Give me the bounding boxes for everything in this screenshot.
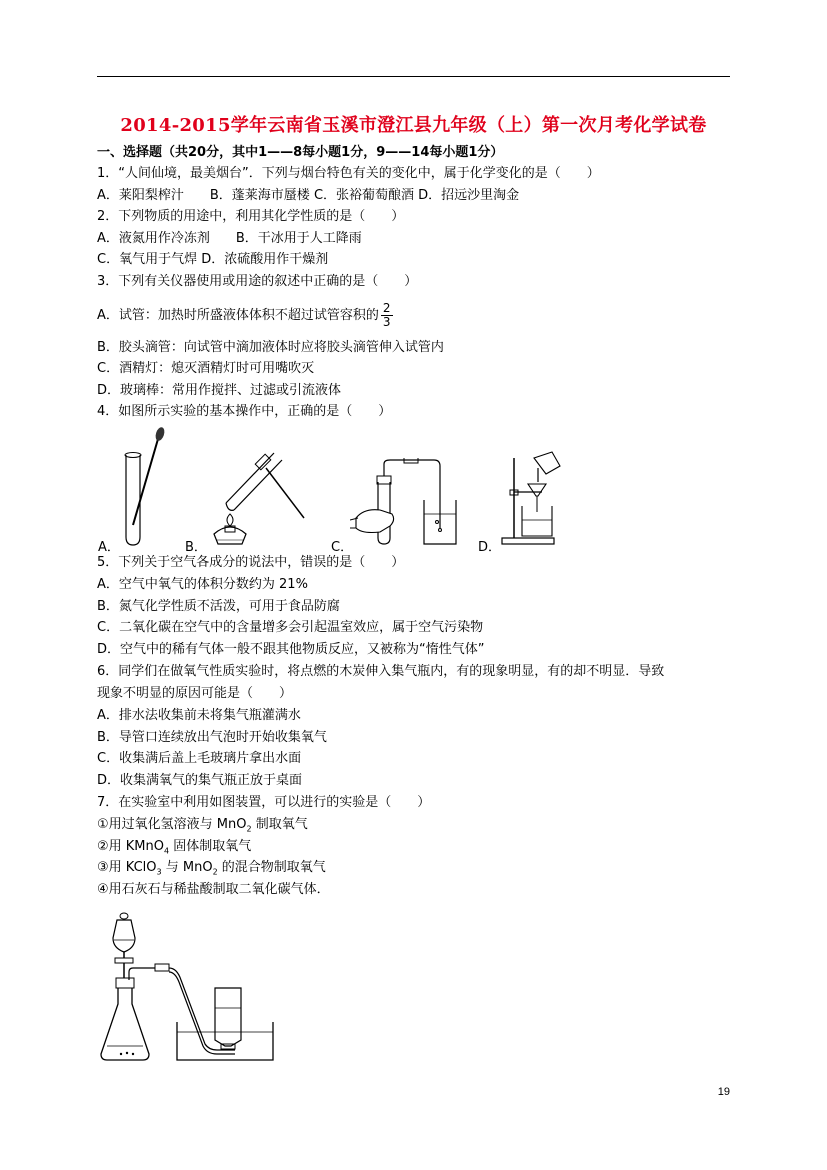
section-heading: 一、选择题（共20分，其中1——8每小题1分，9——14每小题1分） [97, 145, 504, 160]
fraction-denominator: 3 [382, 315, 391, 329]
figure-a-dropper-in-tube [118, 425, 174, 547]
question-6-stem-line1: 6．同学们在做氧气性质实验时，将点燃的木炭伸入集气瓶内，有的现象明显，有的却不明显．导致 [97, 664, 665, 679]
question-6-option-b: B．导管口连续放出气泡时开始收集氧气 [97, 730, 327, 745]
question-5-option-a: A．空气中氧气的体积分数约为 21% [97, 577, 308, 592]
question-3-stem: 3．下列有关仪器使用或用途的叙述中正确的是（ ） [97, 274, 418, 289]
question-4-stem: 4．如图所示实验的基本操作中，正确的是（ ） [97, 404, 392, 419]
question-2-options-ab: A．液氮用作冷冻剂 B．干冰用于人工降雨 [97, 231, 362, 246]
figure-d-label: D． [478, 540, 502, 555]
question-6-option-a: A．排水法收集前未将集气瓶灌满水 [97, 708, 301, 723]
question-5-option-d: D．空气中的稀有气体一般不跟其他物质反应，又被称为“惰性气体” [97, 642, 485, 657]
question-5-stem: 5．下列关于空气各成分的说法中，错误的是（ ） [97, 555, 405, 570]
question-1-options: A．莱阳梨榨汁 B．蓬莱海市蜃楼 C．张裕葡萄酿酒 D．招远沙里淘金 [97, 188, 520, 203]
header-rule [97, 76, 730, 77]
fraction-numerator: 2 [382, 301, 391, 315]
item-1-text-b: 制取氧气 [251, 817, 308, 832]
figure-gas-generation-apparatus [97, 908, 277, 1068]
figure-c-airtightness-check [350, 458, 468, 550]
question-5-option-b: B．氮气化学性质不活泼，可用于食品防腐 [97, 599, 340, 614]
item-2-subscript: 4 [164, 846, 170, 856]
item-2-text-a: ②用 KMnO [97, 839, 164, 854]
question-1-stem: 1．“人间仙境，最美烟台”．下列与烟台特色有关的变化中，属于化学变化的是（ ） [97, 166, 600, 181]
page-title: 2014-2015学年云南省玉溪市澄江县九年级（上）第一次月考化学试卷 [120, 115, 707, 136]
question-7-item-4: ④用石灰石与稀盐酸制取二氧化碳气体． [97, 882, 330, 897]
question-5-option-c: C．二氧化碳在空气中的含量增多会引起温室效应，属于空气污染物 [97, 620, 484, 635]
question-3-option-c: C．酒精灯：熄灭酒精灯时可用嘴吹灭 [97, 361, 315, 376]
question-6-stem-line2: 现象不明显的原因可能是（ ） [97, 686, 293, 701]
item-1-text-a: ①用过氧化氢溶液与 MnO [97, 817, 247, 832]
figure-a-label: A． [98, 540, 120, 555]
question-3-option-a-text: A．试管：加热时所盛液体体积不超过试管容积的 [97, 308, 379, 323]
question-6-option-d: D．收集满氧气的集气瓶正放于桌面 [97, 773, 303, 788]
question-2-options-cd: C．氧气用于气焊 D．浓硫酸用作干燥剂 [97, 252, 329, 267]
figure-b-label: B． [185, 540, 207, 555]
question-7-item-1 [97, 815, 308, 840]
item-3-subscript-2: 2 [212, 867, 218, 877]
question-7-item-3 [97, 858, 326, 883]
item-3-subscript-1: 3 [156, 867, 162, 877]
question-3-option-d: D．玻璃棒：常用作搅拌、过滤或引流液体 [97, 383, 342, 398]
figure-b-heating-tube [196, 448, 308, 548]
page-number: 19 [717, 1086, 730, 1098]
question-2-stem: 2．下列物质的用途中，利用其化学性质的是（ ） [97, 209, 405, 224]
item-3-text-c: 的混合物制取氧气 [217, 860, 326, 875]
item-2-text-b: 固体制取氧气 [169, 839, 252, 854]
question-6-option-c: C．收集满后盖上毛玻璃片拿出水面 [97, 751, 302, 766]
item-3-text-b: 与 MnO [161, 860, 213, 875]
figure-d-filtration [498, 450, 564, 550]
fraction [381, 302, 393, 329]
item-3-text-a: ③用 KClO [97, 860, 157, 875]
question-3-option-a [97, 302, 393, 329]
item-1-subscript: 2 [246, 824, 252, 834]
question-3-option-b: B．胶头滴管：向试管中滴加液体时应将胶头滴管伸入试管内 [97, 340, 444, 355]
question-7-stem: 7．在实验室中利用如图装置，可以进行的实验是（ ） [97, 795, 431, 810]
figure-c-label: C． [331, 540, 354, 555]
